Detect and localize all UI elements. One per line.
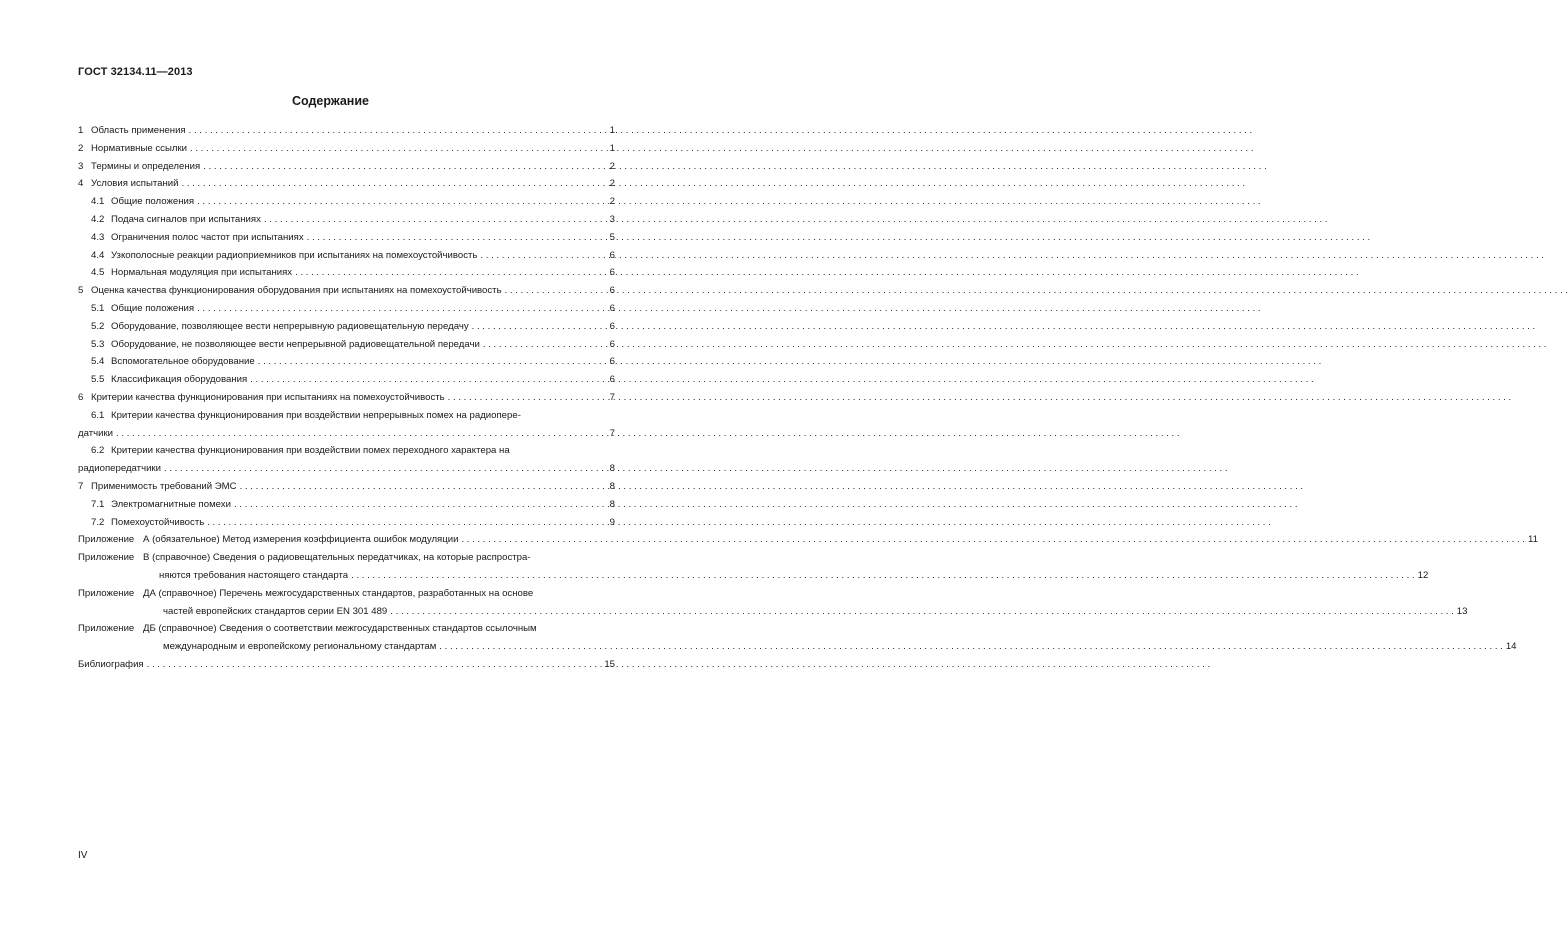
toc-title: Применимость требований ЭМС: [91, 480, 237, 492]
toc-title-continuation: датчики: [78, 427, 114, 439]
dot-leader: [439, 638, 1503, 656]
dot-leader: [116, 425, 604, 443]
toc-page: 12: [1417, 569, 1429, 581]
dot-leader: [480, 247, 604, 265]
toc-page: 1: [609, 142, 615, 154]
toc-number: 4: [78, 178, 84, 190]
toc-title: Электромагнитные помехи: [111, 498, 231, 510]
page-title: Содержание: [291, 94, 369, 108]
toc-entry: [78, 175, 615, 193]
appendix-entry: [78, 585, 1468, 621]
appendix-line: [143, 603, 1467, 621]
dot-leader: [164, 460, 604, 478]
toc-title: Подача сигналов при испытаниях: [111, 213, 261, 225]
toc-number: 4.2: [91, 213, 105, 225]
dot-leader: [351, 567, 1415, 585]
dot-leader: [182, 175, 605, 193]
toc-number: 6.1: [91, 409, 105, 421]
toc-entry: [78, 353, 615, 371]
dot-leader: [197, 300, 604, 318]
toc-title: Критерии качества функционирования при испытаниях на помехоустойчивость: [91, 391, 445, 403]
appendix-line: [143, 638, 1516, 656]
toc-entry: [78, 122, 615, 140]
toc-title: Нормативные ссылки: [91, 142, 188, 154]
toc-entry: [78, 478, 615, 496]
bibliography-title: Библиография: [78, 658, 144, 670]
toc-number: 7.2: [91, 516, 105, 528]
toc-number: 7: [78, 480, 84, 492]
toc-page: 6: [609, 249, 615, 261]
toc-title: Нормальная модуляция при испытаниях: [111, 267, 293, 279]
toc-entry: [78, 211, 615, 229]
toc-number: 4.3: [91, 231, 105, 243]
toc-entry: [78, 229, 615, 247]
appendix-title-continuation: няются требования настоящего стандарта: [159, 569, 349, 581]
toc-number: 5.1: [91, 302, 105, 314]
dot-leader: [234, 496, 604, 514]
toc-title: Общие положения: [111, 302, 195, 314]
toc-title: Общие положения: [111, 196, 195, 208]
toc-entry: [78, 514, 615, 532]
appendix-entry: [78, 549, 1429, 585]
toc-number: 6.2: [91, 445, 105, 457]
toc-page: 8: [609, 480, 615, 492]
appendix-entry: [78, 531, 1538, 549]
appendix-label: Приложение: [78, 552, 135, 564]
toc-entry: [78, 158, 615, 176]
toc-page: 6: [609, 267, 615, 279]
toc-entry: [78, 407, 615, 425]
dot-leader: [448, 389, 604, 407]
toc-number: 1: [78, 125, 84, 136]
toc-entry: [78, 442, 615, 460]
dot-leader: [505, 282, 604, 300]
appendix-title: А (обязательное) Метод измерения коэффициента ошибок модуляции: [143, 534, 459, 546]
appendix-title: В (справочное) Сведения о радиовещательных передатчиках, на которые распростра-: [143, 552, 531, 564]
toc-number: 7.1: [91, 498, 105, 510]
dot-leader: [483, 336, 604, 354]
page-number: IV: [78, 850, 88, 861]
toc-page: 6: [609, 302, 615, 314]
document-header: ГОСТ 32134.11—2013: [78, 66, 193, 78]
toc-page: 6: [609, 338, 615, 350]
toc-number: 5.3: [91, 338, 105, 350]
toc-number: 4.1: [91, 196, 105, 208]
dot-leader: [295, 264, 604, 282]
toc-entry: [78, 140, 615, 158]
dot-leader: [390, 603, 1454, 621]
toc-title: Ограничения полос частот при испытаниях: [111, 231, 304, 243]
toc-entry-bibliography: [78, 656, 615, 674]
toc-title: Условия испытаний: [91, 178, 179, 190]
toc-entry: [78, 300, 615, 318]
toc-page: 9: [609, 516, 615, 528]
dot-leader: [190, 140, 604, 158]
dot-leader: [203, 158, 604, 176]
toc-number: 5.5: [91, 374, 105, 386]
toc-page: 15: [604, 658, 615, 670]
appendix-title: ДБ (справочное) Сведения о соответствии межгосударственных стандартов ссылочным: [143, 623, 537, 635]
toc-title: Классификация оборудования: [111, 374, 248, 386]
toc-page: 13: [1456, 605, 1468, 617]
dot-leader: [250, 371, 604, 389]
toc-page: 8: [609, 463, 615, 475]
appendix-title-continuation: международным и европейскому региональному стандартам: [163, 641, 437, 653]
toc-number: 2: [78, 142, 84, 154]
toc-title-continuation: радиопередатчики: [78, 463, 161, 475]
appendix-label: Приложение: [78, 623, 135, 635]
appendix-title: ДА (справочное) Перечень межгосударственных стандартов, разработанных на основе: [143, 587, 534, 599]
toc-entry: [78, 318, 615, 336]
toc-entry-continuation: [78, 425, 615, 443]
appendix-label: Приложение: [78, 534, 135, 546]
toc-number: 4.4: [91, 249, 105, 261]
toc-number: 4.5: [91, 267, 105, 279]
toc-page: 2: [609, 160, 615, 172]
toc-number: 5.2: [91, 320, 105, 332]
toc-entry: [78, 389, 615, 407]
toc-page: 5: [609, 231, 615, 243]
toc-page: 7: [609, 427, 615, 439]
toc-page: 11: [1527, 534, 1538, 546]
toc-page: 3: [609, 213, 615, 225]
appendix-line: [143, 585, 1467, 603]
toc-entry: [78, 193, 615, 211]
toc-page: 6: [609, 320, 615, 332]
toc-page: 1: [609, 125, 615, 136]
toc-title: Оборудование, позволяющее вести непрерывную радиовещательную передачу: [111, 320, 469, 332]
toc-entry: [78, 264, 615, 282]
toc-entry: [78, 247, 615, 265]
toc-page: 8: [609, 498, 615, 510]
toc-entry: [78, 282, 615, 300]
toc-page: 14: [1505, 641, 1517, 653]
toc-number: 5.4: [91, 356, 105, 368]
toc-title: Оценка качества функционирования оборудования при испытаниях на помехоустойчивость: [91, 285, 502, 297]
appendix-line: [143, 567, 1428, 585]
toc-entry: [78, 336, 615, 354]
appendix-line: [143, 531, 1538, 549]
toc-entry: [78, 371, 615, 389]
dot-leader: [461, 531, 1525, 549]
dot-leader: [258, 353, 604, 371]
dot-leader: [472, 318, 604, 336]
toc-title: Узкополосные реакции радиоприемников при испытаниях на помехоустойчивость: [111, 249, 478, 261]
dot-leader: [307, 229, 604, 247]
dot-leader: [240, 478, 604, 496]
toc-page: 7: [609, 391, 615, 403]
appendix-line: [143, 549, 1428, 567]
toc-title: Критерии качества функционирования при воздействии помех переходного характера на: [111, 445, 510, 457]
appendix-title-continuation: частей европейских стандартов серии EN 301 489: [163, 605, 388, 617]
toc-number: 5: [78, 285, 84, 297]
toc-entry-continuation: [78, 460, 615, 478]
toc-page: 2: [609, 196, 615, 208]
toc-title: Критерии качества функционирования при воздействии непрерывных помех на радиопере-: [111, 409, 521, 421]
dot-leader: [147, 656, 602, 674]
toc-page: 6: [609, 374, 615, 386]
toc-entry: [78, 496, 615, 514]
toc-title: Помехоустойчивость: [111, 516, 205, 528]
toc-number: 6: [78, 391, 84, 403]
dot-leader: [189, 122, 604, 140]
toc-title: Вспомогательное оборудование: [111, 356, 255, 368]
toc-page: 6: [609, 356, 615, 368]
appendix-entry: [78, 620, 1517, 656]
toc-title: Термины и определения: [91, 160, 201, 172]
table-of-contents: [78, 122, 1538, 674]
dot-leader: [207, 514, 604, 532]
dot-leader: [264, 211, 604, 229]
toc-page: 6: [609, 285, 615, 297]
appendix-label: Приложение: [78, 587, 135, 599]
toc-title: Оборудование, не позволяющее вести непрерывной радиовещательной передачи: [111, 338, 480, 350]
appendix-line: [143, 620, 1516, 638]
toc-number: 3: [78, 160, 84, 172]
dot-leader: [197, 193, 604, 211]
toc-title: Область применения: [91, 125, 186, 136]
toc-page: 2: [609, 178, 615, 190]
